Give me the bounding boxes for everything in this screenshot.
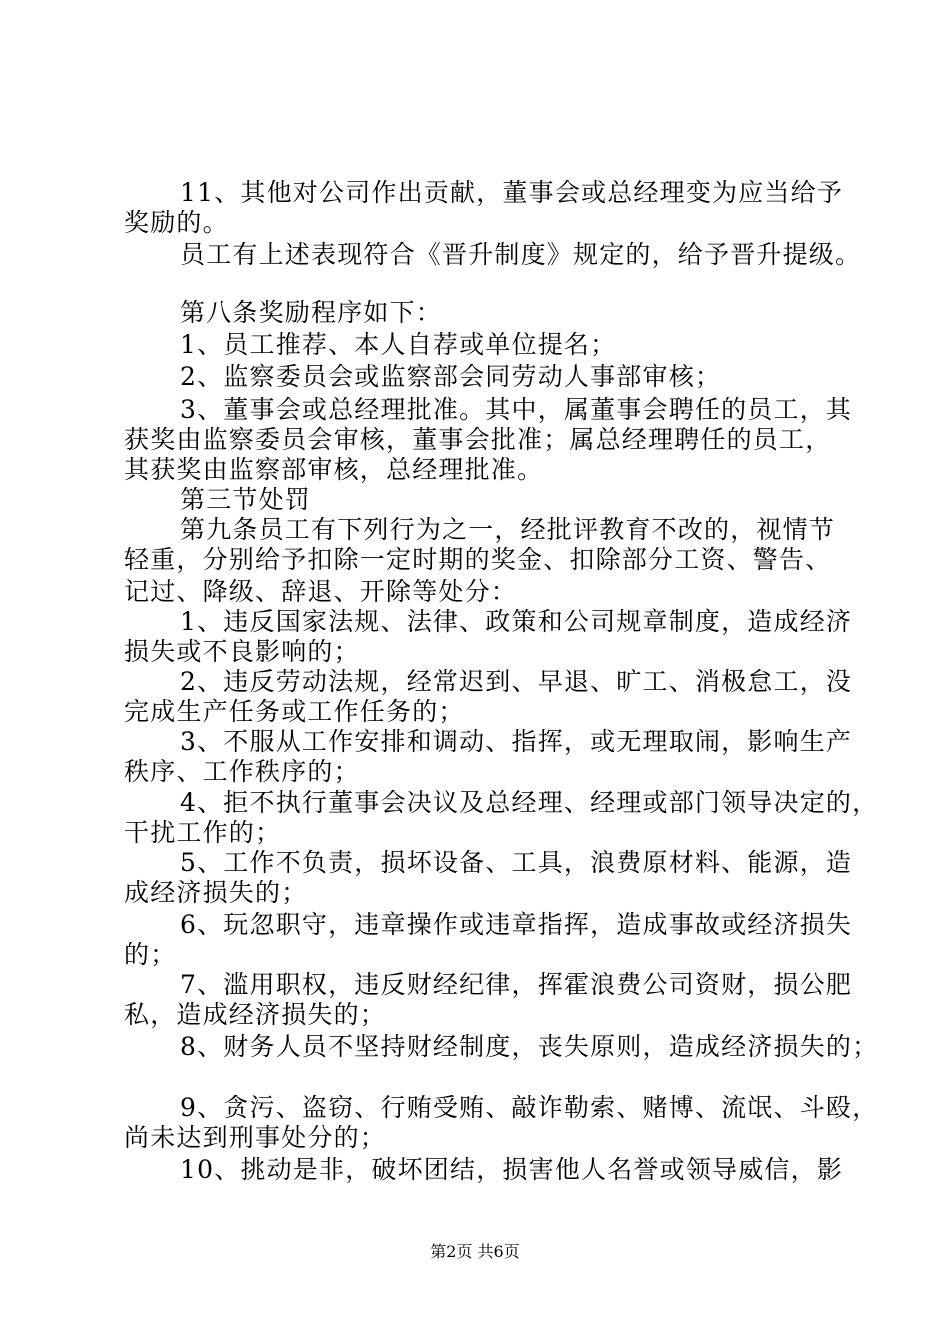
list-item: 1、员工推荐、本人自荐或单位提名；	[180, 330, 617, 359]
page-number: 第2页 共6页	[430, 1242, 520, 1261]
paragraph-line: 完成生产任务或工作任务的；	[124, 697, 465, 726]
list-item: 2、监察委员会或监察部会同劳动人事部审核；	[180, 362, 722, 391]
paragraph-line: 尚未达到刑事处分的；	[124, 1123, 387, 1152]
paragraph-line: 损失或不良影响的；	[124, 637, 360, 666]
list-item: 8、财务人员不坚持财经制度，丧失原则，造成经济损失的；	[180, 1032, 879, 1061]
paragraph-line: 成经济损失的；	[124, 878, 308, 907]
list-item: 1、违反国家法规、法律、政策和公司规章制度，造成经济	[180, 607, 853, 636]
paragraph-line: 员工有上述表现符合《晋升制度》规定的，给予晋升提级。	[180, 240, 862, 269]
list-item: 9、贪污、盗窃、行贿受贿、敲诈勒索、赌博、流氓、斗殴，	[180, 1093, 879, 1122]
paragraph-line: 第九条员工有下列行为之一，经批评教育不改的，视情节	[180, 515, 836, 544]
list-item: 7、滥用职权，违反财经纪律，挥霍浪费公司资财，损公肥	[180, 970, 853, 999]
page-footer	[0, 1242, 950, 1262]
paragraph-line: 秩序、工作秩序的；	[124, 757, 360, 786]
list-item: 6、玩忽职守，违章操作或违章指挥，造成事故或经济损失	[180, 910, 853, 939]
list-item: 5、工作不负责，损坏设备、工具，浪费原材料、能源，造	[180, 848, 853, 877]
paragraph-line: 私，造成经济损失的；	[124, 1000, 387, 1029]
paragraph-line: 奖励的。	[124, 208, 229, 237]
paragraph-line: 轻重，分别给予扣除一定时期的奖金、扣除部分工资、警告、	[124, 545, 832, 574]
paragraph-line: 记过、降级、辞退、开除等处分：	[124, 577, 518, 606]
paragraph-line: 11、其他对公司作出贡献，董事会或总经理变为应当给予	[180, 178, 844, 207]
section-heading: 第三节处罚	[180, 485, 312, 514]
paragraph-line: 获奖由监察委员会审核，董事会批准；属总经理聘任的员工，	[124, 425, 832, 454]
paragraph-line: 干扰工作的；	[124, 818, 282, 847]
list-item: 2、违反劳动法规，经常迟到、早退、旷工、消极怠工，没	[180, 667, 853, 696]
list-item: 3、董事会或总经理批准。其中，属董事会聘任的员工，其	[180, 395, 853, 424]
section-heading: 第八条奖励程序如下：	[180, 298, 443, 327]
list-item: 3、不服从工作安排和调动、指挥，或无理取闹，影响生产	[180, 727, 853, 756]
paragraph-line: 的；	[124, 940, 177, 969]
paragraph-line: 其获奖由监察部审核，总经理批准。	[124, 455, 544, 484]
list-item: 4、拒不执行董事会决议及总经理、经理或部门领导决定的，	[180, 788, 879, 817]
list-item: 10、挑动是非，破坏团结，损害他人名誉或领导威信，影	[180, 1155, 844, 1184]
